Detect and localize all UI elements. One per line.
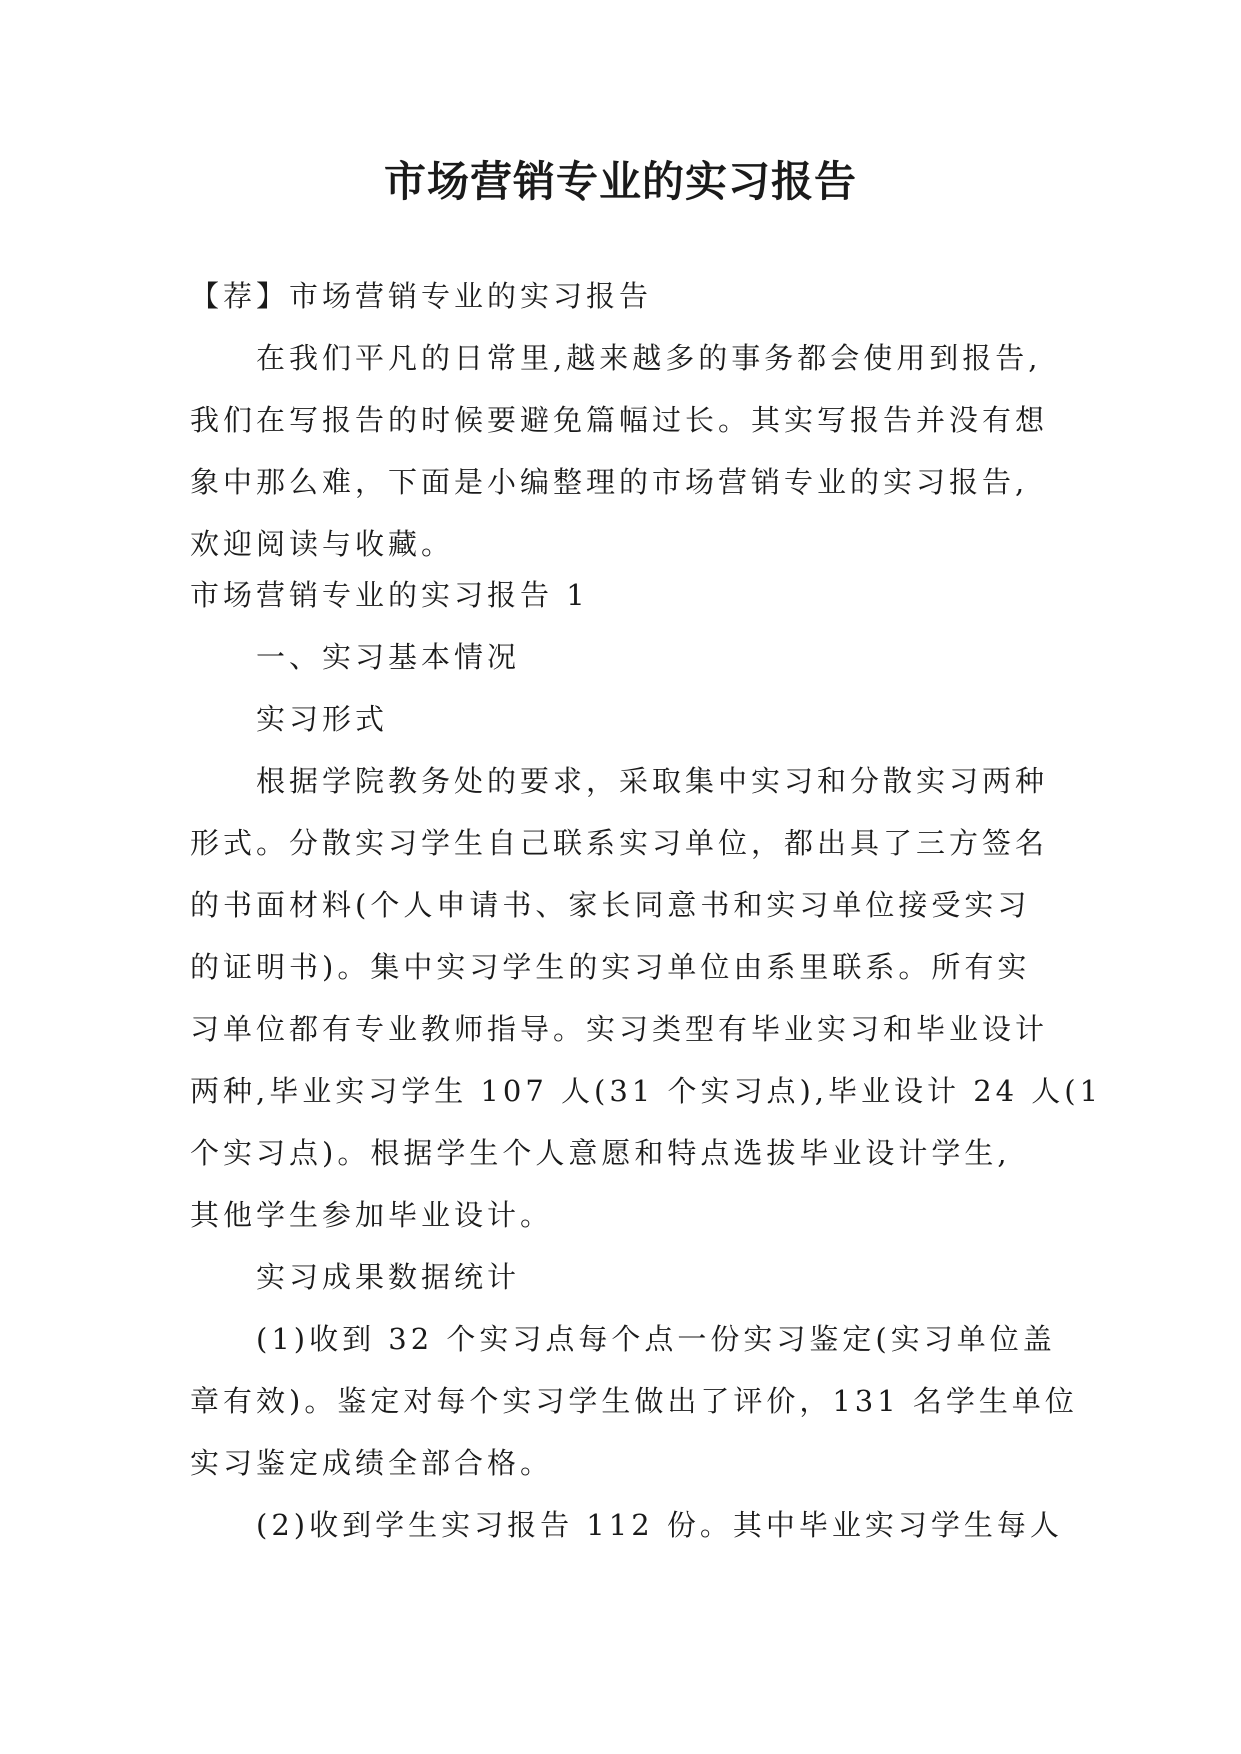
intro-line: 在我们平凡的日常里,越来越多的事务都会使用到报告, [256,341,1042,375]
intro-heading: 【荐】市场营销专业的实习报告 [190,279,653,313]
paragraph-line: 的证明书)。集中实习学生的实习单位由系里联系。所有实 [190,950,1031,984]
section-title: 市场营销专业的实习报告 1 [190,578,589,612]
paragraph-line: 两种,毕业实习学生 107 人(31 个实习点),毕业设计 24 人(1 [190,1074,1103,1108]
intro-block [190,265,1070,575]
intro-line: 象中那么难，下面是小编整理的市场营销专业的实习报告, [190,465,1029,499]
subheading: 一、实习基本情况 [256,640,521,674]
intro-line: 欢迎阅读与收藏。 [190,527,455,561]
paragraph-line: 其他学生参加毕业设计。 [190,1198,554,1232]
paragraph-line: 根据学院教务处的要求，采取集中实习和分散实习两种 [256,764,1049,798]
paragraph-line: 实习鉴定成绩全部合格。 [190,1446,554,1480]
subheading: 实习形式 [256,702,389,736]
document-title: 市场营销专业的实习报告 [383,157,857,206]
paragraph-line: 个实习点)。根据学生个人意愿和特点选拔毕业设计学生, [190,1136,1011,1170]
paragraph-line: (2)收到学生实习报告 112 份。其中毕业实习学生每人 [256,1508,1063,1542]
subheading: 实习成果数据统计 [256,1260,521,1294]
paragraph-line: 的书面材料(个人申请书、家长同意书和实习单位接受实习 [190,888,1031,922]
paragraph-line: 形式。分散实习学生自己联系实习单位，都出具了三方签名 [190,826,1049,860]
paragraph-line: (1)收到 32 个实习点每个点一份实习鉴定(实习单位盖 [256,1322,1056,1356]
section-1-block [190,564,1103,1556]
paragraph-line: 习单位都有专业教师指导。实习类型有毕业实习和毕业设计 [190,1012,1049,1046]
intro-line: 我们在写报告的时候要避免篇幅过长。其实写报告并没有想 [190,403,1049,437]
paragraph-line: 章有效)。鉴定对每个实习学生做出了评价，131 名学生单位 [190,1384,1078,1418]
